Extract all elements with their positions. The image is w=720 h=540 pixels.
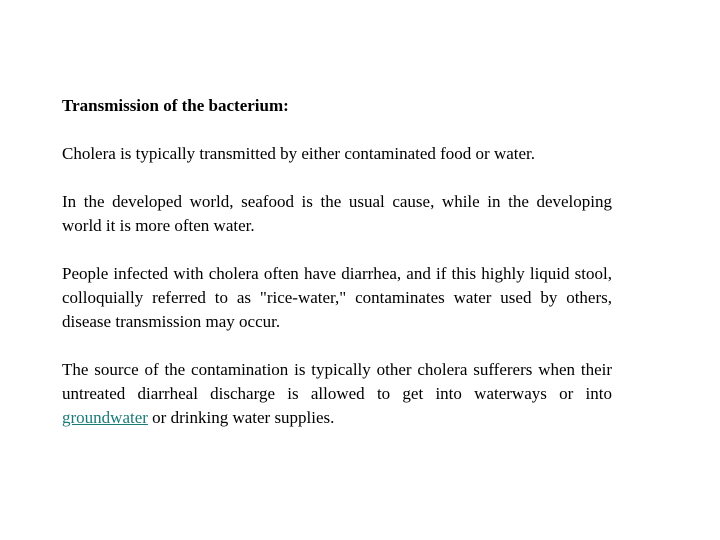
contamination-text-after-link: or drinking water supplies.	[147, 408, 335, 427]
slide-content	[62, 94, 612, 430]
paragraph-transmission-route: Cholera is typically transmitted by either contaminated food or water.	[62, 144, 536, 163]
paragraph-contamination-source	[62, 358, 612, 430]
contamination-text-before-link: The source of the contamination is typically other cholera sufferers when their untreated diarrheal discharge is allowed to get into waterways or into	[62, 360, 612, 403]
paragraph-infection-spread: People infected with cholera often have diarrhea, and if this highly liquid stool, colloquially referred to as "rice-water," contaminates water used by others, disease transmission may occur.	[62, 264, 612, 331]
paragraph-developed-vs-developing: In the developed world, seafood is the usual cause, while in the developing world it is more often water.	[62, 192, 612, 235]
groundwater-link[interactable]: groundwater	[62, 408, 148, 427]
slide-heading: Transmission of the bacterium:	[62, 96, 289, 115]
